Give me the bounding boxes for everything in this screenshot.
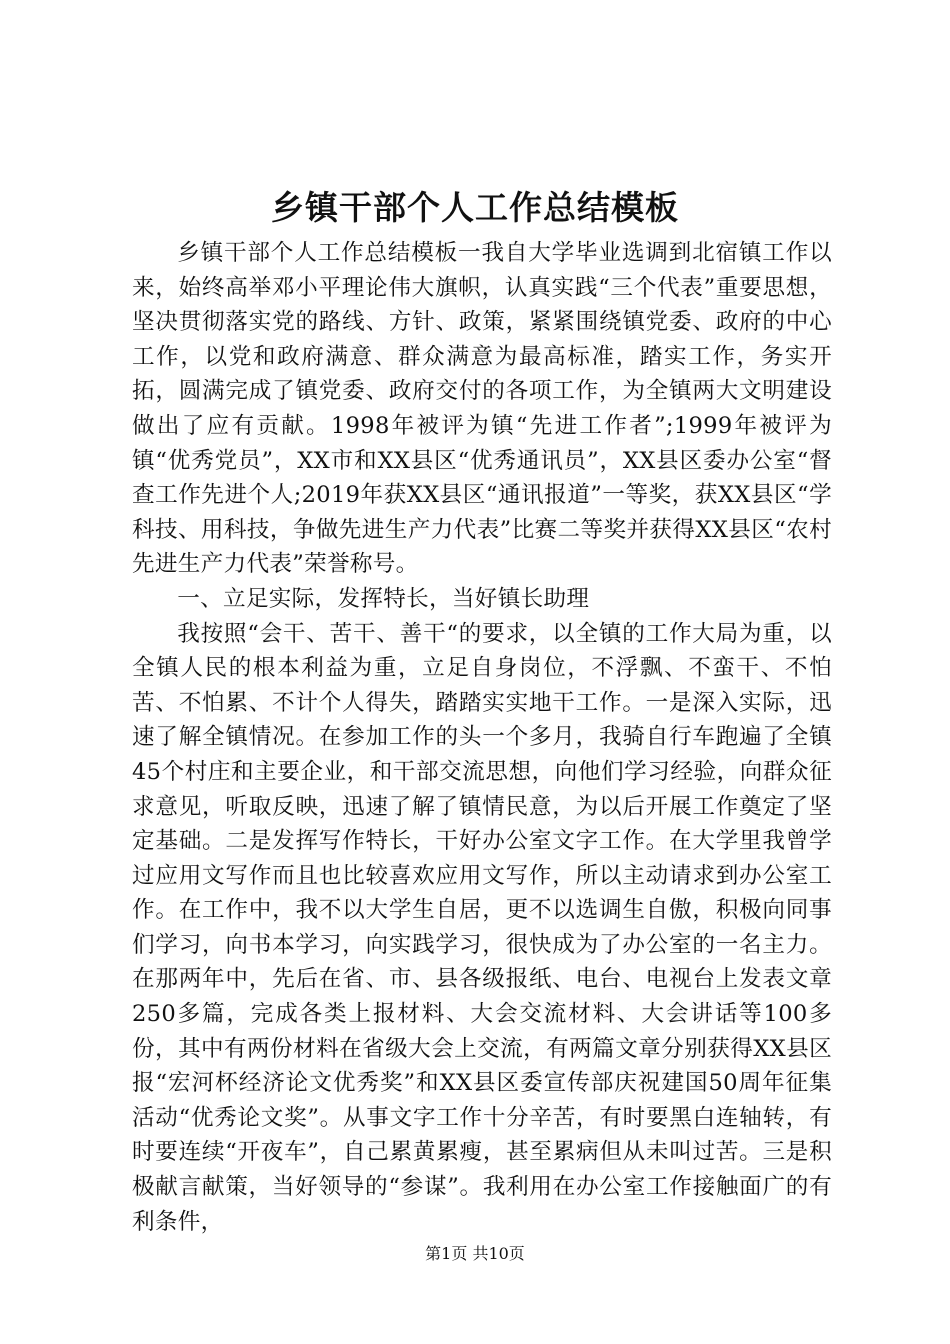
section-heading: 一、立足实际，发挥特长，当好镇长助理 — [177, 585, 590, 612]
document-body — [132, 236, 832, 1239]
document-title: 乡镇干部个人工作总结模板 — [271, 188, 679, 227]
intro-paragraph: 乡镇干部个人工作总结模板一我自大学毕业选调到北宿镇工作以来，始终高举邓小平理论伟大旗帜，认真实践“三个代表”重要思想，坚决贯彻落实党的路线、方针、政策，紧紧围绕镇党委、政府的中心工作，以党和政府满意、群众满意为最高标准，踏实工作，务实开拓，圆满完成了镇党委、政府交付的各项工作，为全镇两大文明建设做出了应有贡献。1998年被评为镇“先进工作者”;1999年被评为镇“优秀党员”，XX市和XX县区“优秀通讯员”，XX县区委办公室“督查工作先进个人;2019年获XX县区“通讯报道”一等奖，获XX县区“学科技、用科技，争做先进生产力代表”比赛二等奖并获得XX县区“农村先进生产力代表”荣誉称号。 — [132, 240, 832, 578]
page-footer: 第1页 共10页 — [425, 1244, 525, 1263]
section-paragraph: 我按照“会干、苦干、善干“的要求，以全镇的工作大局为重，以全镇人民的根本利益为重，立足自身岗位，不浮飘、不蛮干、不怕苦、不怕累、不计个人得失，踏踏实实地干工作。一是深入实际，迅速了解全镇情况。在参加工作的头一个多月，我骑自行车跑遍了全镇45个村庄和主要企业，和干部交流思想，向他们学习经验，向群众征求意见，听取反映，迅速了解了镇情民意，为以后开展工作奠定了坚定基础。二是发挥写作特长，干好办公室文字工作。在大学里我曾学过应用文写作而且也比较喜欢应用文写作，所以主动请求到办公室工作。在工作中，我不以大学生自居，更不以选调生自傲，积极向同事们学习，向书本学习，向实践学习，很快成为了办公室的一名主力。在那两年中，先后在省、市、县各级报纸、电台、电视台上发表文章250多篇，完成各类上报材料、大会交流材料、大会讲话等100多份，其中有两份材料在省级大会上交流，有两篇文章分别获得XX县区报“宏河杯经济论文优秀奖”和XX县区委宣传部庆祝建国50周年征集活动“优秀论文奖”。从事文字工作十分辛苦，有时要黑白连轴转，有时要连续“开夜车”，自己累黄累瘦，甚至累病但从未叫过苦。三是积极献言献策，当好领导的“参谋”。我利用在办公室工作接触面广的有利条件， — [132, 620, 833, 1235]
